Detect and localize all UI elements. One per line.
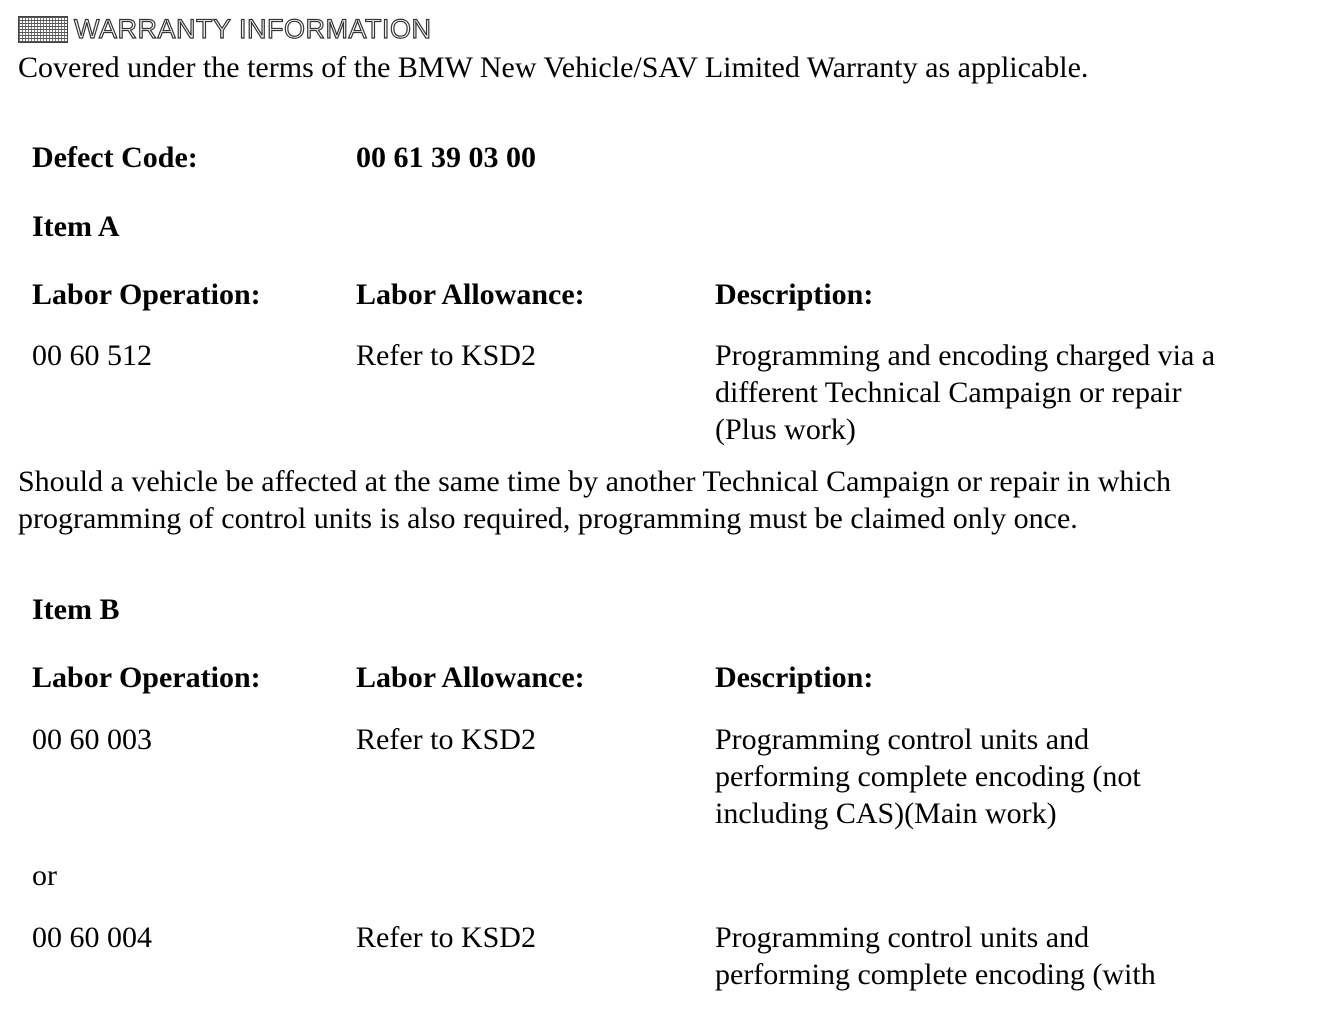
- item-a-row-1-description-line-3: (Plus work): [715, 413, 856, 446]
- item-b-header-description: Description:: [715, 661, 874, 694]
- item-b-header-labor-operation: Labor Operation:: [32, 661, 261, 694]
- item-a-row-1-allowance: Refer to KSD2: [356, 339, 536, 372]
- item-b-row-2-description-line-2: performing complete encoding (with: [715, 958, 1156, 991]
- item-a-header-labor-allowance: Labor Allowance:: [356, 278, 585, 311]
- item-a-row-1-operation: 00 60 512: [32, 339, 152, 372]
- item-a-row-1-description-line-1: Programming and encoding charged via a: [715, 339, 1216, 372]
- item-a-header-description: Description:: [715, 278, 874, 311]
- item-b-row-2-description-line-1: Programming control units and: [715, 921, 1090, 954]
- defect-code-label: Defect Code:: [32, 141, 198, 174]
- defect-code-value: 00 61 39 03 00: [356, 141, 536, 174]
- note-line-1: Should a vehicle be affected at the same time by another Technical Campaign or repair in which: [18, 465, 1172, 498]
- coverage-statement: Covered under the terms of the BMW New Vehicle/SAV Limited Warranty as applicable.: [18, 51, 1089, 84]
- item-b-row-1-operation: 00 60 003: [32, 723, 152, 756]
- item-b-row-1-allowance: Refer to KSD2: [356, 723, 536, 756]
- item-a-title: Item A: [32, 210, 120, 243]
- item-a-row-1-description-line-2: different Technical Campaign or repair: [715, 376, 1182, 409]
- item-b-row-2-allowance: Refer to KSD2: [356, 921, 536, 954]
- section-header: [18, 14, 432, 44]
- item-b-title: Item B: [32, 593, 120, 626]
- note-line-2: programming of control units is also required, programming must be claimed only once.: [18, 502, 1078, 535]
- item-b-row-1-description-line-1: Programming control units and: [715, 723, 1090, 756]
- item-b-separator: or: [32, 859, 57, 892]
- item-b-row-2-operation: 00 60 004: [32, 921, 152, 954]
- patterned-box-icon: [18, 16, 68, 43]
- item-b-header-labor-allowance: Labor Allowance:: [356, 661, 585, 694]
- item-a-header-labor-operation: Labor Operation:: [32, 278, 261, 311]
- item-b-row-1-description-line-2: performing complete encoding (not: [715, 760, 1141, 793]
- section-title: WARRANTY INFORMATION: [74, 14, 432, 44]
- item-b-row-1-description-line-3: including CAS)(Main work): [715, 797, 1057, 830]
